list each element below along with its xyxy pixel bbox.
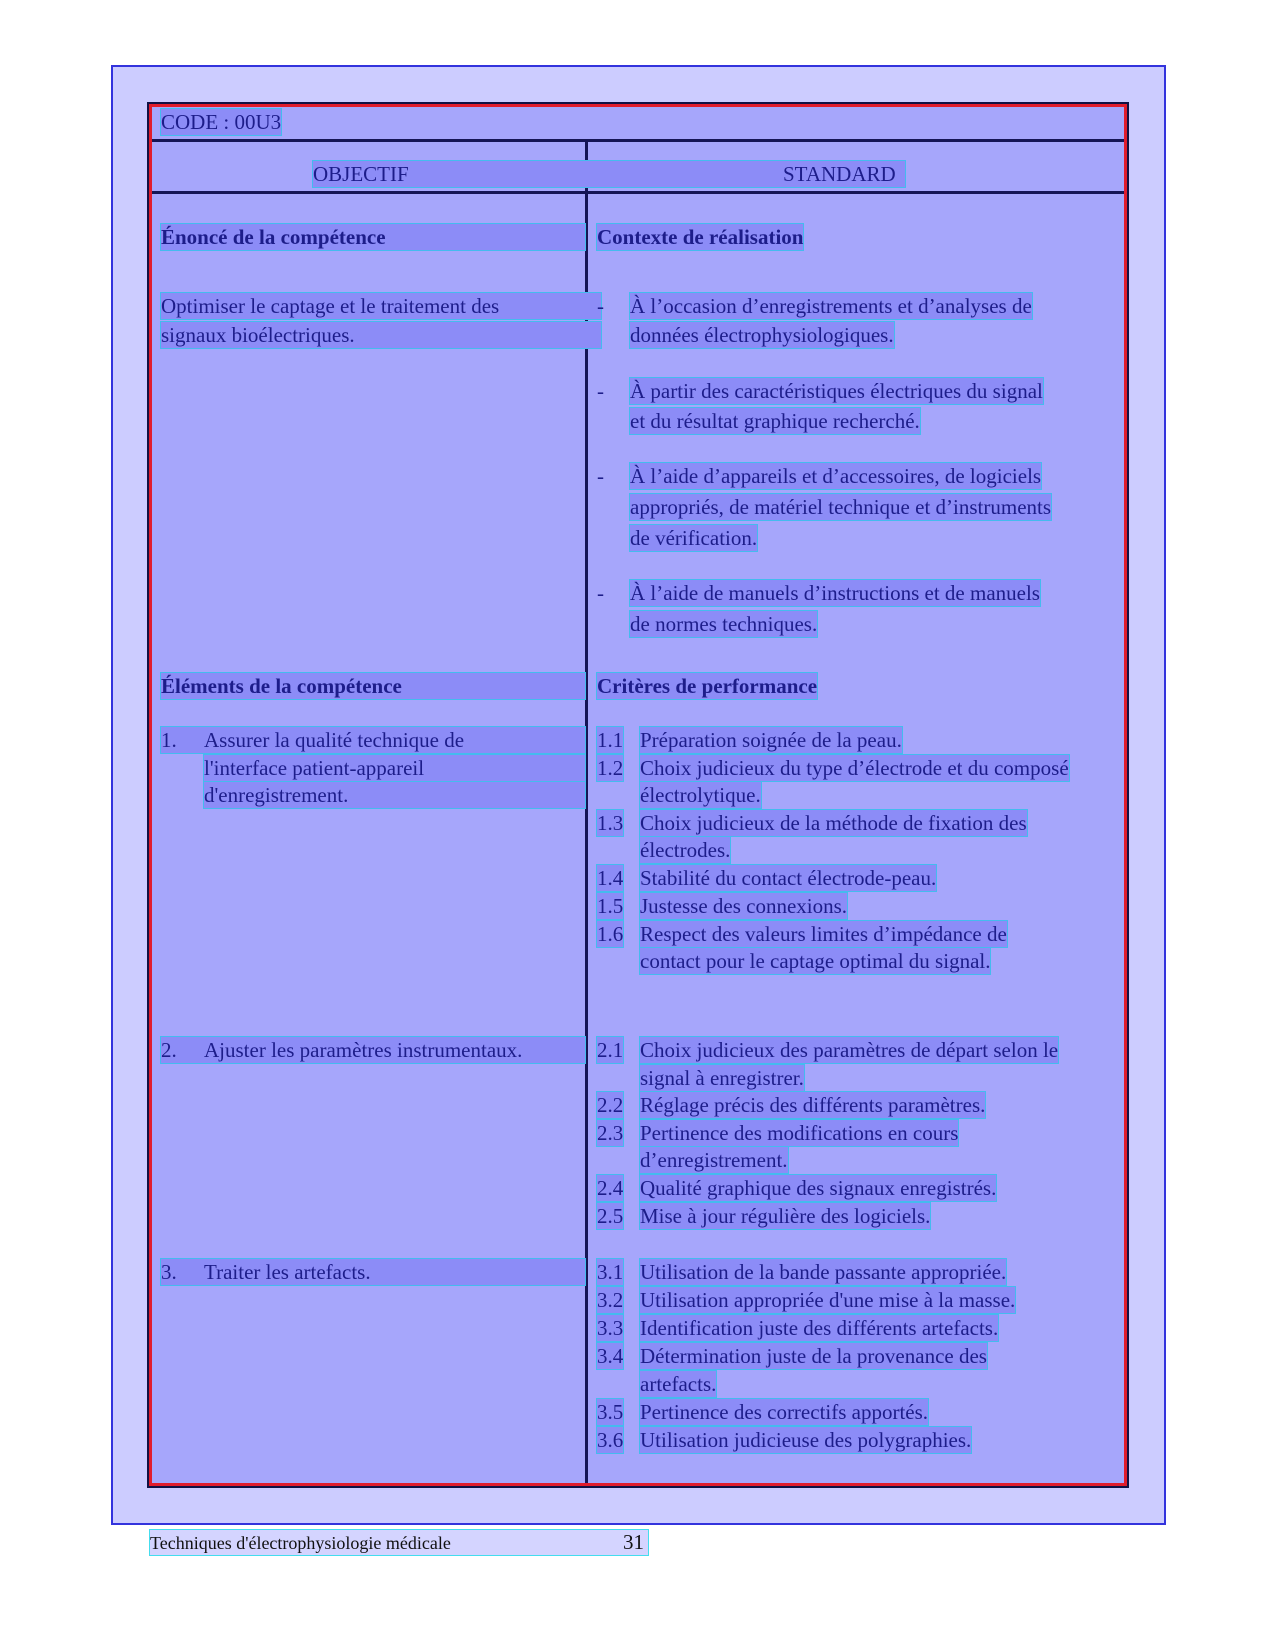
element-1 <box>161 727 585 753</box>
enonce-title: Énoncé de la compétence <box>161 224 585 250</box>
contexte-line: À partir des caractéristiques électriques du signal <box>630 379 1043 403</box>
row-divider <box>152 139 1124 142</box>
critere-number: 3.4 <box>597 1344 624 1368</box>
critere-number: 3.5 <box>597 1400 624 1424</box>
critere-number: 3.6 <box>597 1428 624 1452</box>
critere-text: Choix judicieux du type d’électrode et du composé <box>640 756 1069 780</box>
header-standard: STANDARD <box>783 162 896 186</box>
element-number: 3. <box>161 1260 177 1284</box>
critere-text: Choix judicieux des paramètres de départ selon le <box>640 1038 1059 1062</box>
critere-text: Utilisation judicieuse des polygraphies. <box>640 1428 972 1452</box>
bullet: - <box>597 379 604 403</box>
critere-text: Utilisation appropriée d'une mise à la masse. <box>640 1288 1016 1312</box>
contexte-line: données électrophysiologiques. <box>630 323 894 347</box>
critere-text: Détermination juste de la provenance des <box>640 1344 987 1368</box>
bullet: - <box>597 581 604 605</box>
bullet: - <box>597 294 604 318</box>
contexte-line: de vérification. <box>630 526 758 550</box>
critere-text: Mise à jour régulière des logiciels. <box>640 1204 931 1228</box>
elements-title: Éléments de la compétence <box>161 673 585 699</box>
critere-text: signal à enregistrer. <box>640 1066 804 1090</box>
contexte-line: appropriés, de matériel technique et d’instruments <box>630 495 1052 519</box>
critere-number: 1.2 <box>597 756 624 780</box>
critere-number: 2.2 <box>597 1093 624 1117</box>
bullet: - <box>597 464 604 488</box>
header-objectif-text: OBJECTIF <box>313 162 409 186</box>
element-number: 1. <box>161 728 177 752</box>
element-line: d'enregistrement. <box>204 782 585 808</box>
page-number: 31 <box>623 1530 644 1554</box>
contexte-title: Contexte de réalisation <box>597 225 804 249</box>
element-3 <box>161 1259 585 1285</box>
row-divider <box>152 191 1124 194</box>
critere-text: Identification juste des différents artefacts. <box>640 1316 999 1340</box>
critere-text: électrolytique. <box>640 783 761 807</box>
critere-text: électrodes. <box>640 838 731 862</box>
critere-text: Qualité graphique des signaux enregistrés. <box>640 1176 997 1200</box>
critere-number: 1.5 <box>597 894 624 918</box>
critere-text: contact pour le captage optimal du signal. <box>640 949 991 973</box>
critere-text: Pertinence des modifications en cours <box>640 1121 959 1145</box>
element-text: Assurer la qualité technique de <box>204 728 465 752</box>
element-text: Traiter les artefacts. <box>204 1260 371 1284</box>
critere-text: Respect des valeurs limites d’impédance de <box>640 922 1007 946</box>
element-number: 2. <box>161 1038 177 1062</box>
critere-text: Justesse des connexions. <box>640 894 848 918</box>
critere-text: d’enregistrement. <box>640 1148 788 1172</box>
critere-text: Préparation soignée de la peau. <box>640 728 902 752</box>
contexte-line: À l’occasion d’enregistrements et d’analyses de <box>630 294 1032 318</box>
critere-number: 1.1 <box>597 728 624 752</box>
critere-number: 1.6 <box>597 922 624 946</box>
critere-number: 1.3 <box>597 811 624 835</box>
critere-number: 3.1 <box>597 1260 624 1284</box>
critere-text: Stabilité du contact électrode-peau. <box>640 866 937 890</box>
code-label: CODE : 00U3 <box>161 110 282 134</box>
element-line: l'interface patient-appareil <box>204 755 585 781</box>
critere-text: Choix judicieux de la méthode de fixation des <box>640 811 1027 835</box>
element-text: Ajuster les paramètres instrumentaux. <box>204 1038 523 1062</box>
element-2 <box>161 1037 585 1063</box>
contexte-line: À l’aide de manuels d’instructions et de manuels <box>630 581 1040 605</box>
critere-text: artefacts. <box>640 1372 717 1396</box>
critere-number: 2.1 <box>597 1038 624 1062</box>
critere-number: 1.4 <box>597 866 624 890</box>
contexte-line: de normes techniques. <box>630 612 818 636</box>
critere-number: 2.3 <box>597 1121 624 1145</box>
critere-text: Réglage précis des différents paramètres. <box>640 1093 986 1117</box>
page-footer <box>150 1530 648 1555</box>
critere-text: Utilisation de la bande passante appropriée. <box>640 1260 1007 1284</box>
footer-title: Techniques d'électrophysiologie médicale <box>150 1533 451 1553</box>
critere-number: 2.4 <box>597 1176 624 1200</box>
critere-number: 2.5 <box>597 1204 624 1228</box>
contexte-line: et du résultat graphique recherché. <box>630 409 920 433</box>
enonce-line: signaux bioélectriques. <box>161 322 601 348</box>
enonce-line: Optimiser le captage et le traitement des <box>161 293 601 319</box>
criteres-title: Critères de performance <box>597 674 818 698</box>
critere-text: Pertinence des correctifs apportés. <box>640 1400 929 1424</box>
contexte-line: À l’aide d’appareils et d’accessoires, de logiciels <box>630 464 1042 488</box>
critere-number: 3.2 <box>597 1288 624 1312</box>
critere-number: 3.3 <box>597 1316 624 1340</box>
